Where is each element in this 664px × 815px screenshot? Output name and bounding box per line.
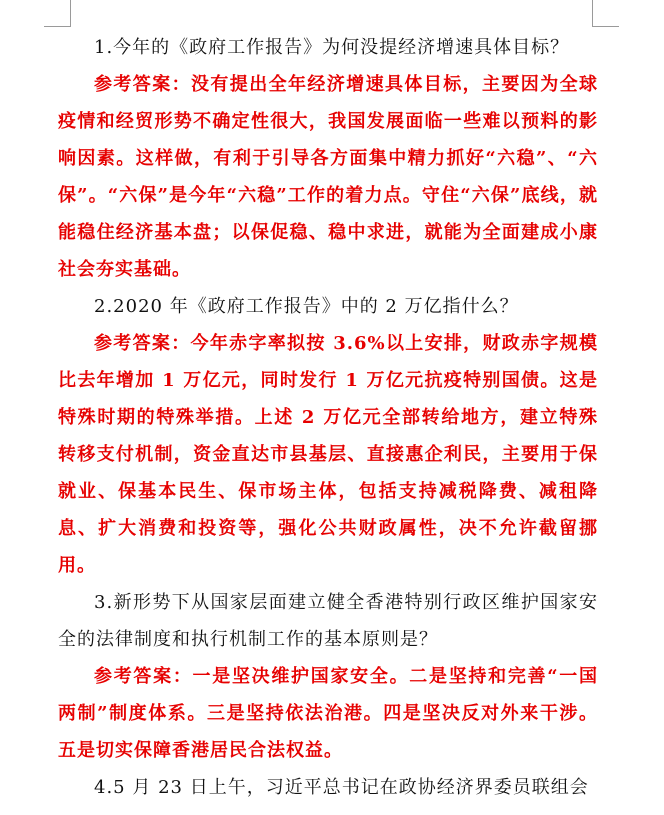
answer-label: 参考答案：	[94, 666, 193, 687]
answer-label: 参考答案：	[94, 333, 191, 354]
crop-mark-top-right	[592, 0, 619, 27]
answer-text: 一是坚决维护国家安全。二是坚持和完善“一国两制”制度体系。三是坚持依法治港。四是坚决反对外来干涉。五是切实保障香港居民合法权益。	[58, 666, 598, 761]
answer-label: 参考答案：	[94, 74, 191, 95]
answer-text: 今年赤字率拟按 3.6%以上安排，财政赤字规模比去年增加 1 万亿元，同时发行 1 万亿元抗疫特别国债。这是特殊时期的特殊举措。上述 2 万亿元全部转给地方，建立特殊转移支付机制，资金直达市县基层、直接惠企利民，主要用于保就业、保基本民生、保市场主体，包括支持减税降费、减租降息、扩大消费和投资等，强化公共财政属性，决不允许截留挪用。	[58, 333, 599, 576]
crop-mark-top-left	[44, 0, 71, 27]
document-page	[58, 29, 598, 806]
question-3: 3.新形势下从国家层面建立健全香港特别行政区维护国家安全的法律制度和执行机制工作的基本原则是？	[58, 592, 598, 650]
question-2: 2.2020 年《政府工作报告》中的 2 万亿指什么？	[94, 296, 519, 317]
question-1: 1.今年的《政府工作报告》为何没提经济增速具体目标？	[94, 37, 570, 58]
question-4: 4.5 月 23 日上午，习近平总书记在政协经济界委员联组会	[94, 777, 589, 798]
answer-3	[58, 658, 598, 769]
answer-text: 没有提出全年经济增速具体目标，主要因为全球疫情和经贸形势不确定性很大，我国发展面临一些难以预料的影响因素。这样做，有利于引导各方面集中精力抓好“六稳”、“六保”。“六保”是今年“六稳”工作的着力点。守住“六保”底线，就能稳住经济基本盘；以保促稳、稳中求进，就能为全面建成小康社会夯实基础。	[58, 74, 598, 280]
answer-2	[58, 325, 598, 584]
answer-1	[58, 66, 598, 288]
